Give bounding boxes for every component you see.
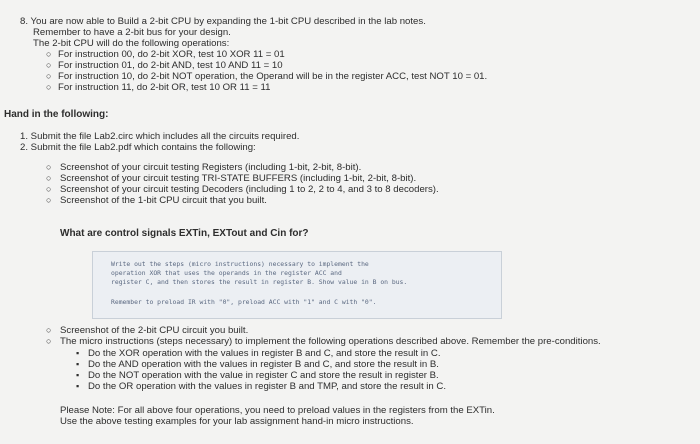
bullet-circle-icon: ○ bbox=[46, 82, 52, 92]
code-reminder: Remember to preload IR with "0", preload ACC with "1" and C with "0". bbox=[111, 298, 377, 306]
question-intro: The 2-bit CPU will do the following operations: bbox=[33, 38, 230, 49]
bullet-circle-icon: ○ bbox=[46, 336, 52, 346]
screenshot-item: Screenshot of your circuit testing Registers (including 1-bit, 2-bit, 8-bit). bbox=[60, 162, 362, 173]
code-line: operation XOR that uses the operands in the register ACC and bbox=[111, 269, 342, 277]
operation-item: For instruction 01, do 2-bit AND, test 10 AND 11 = 10 bbox=[58, 60, 283, 71]
bullet-circle-icon: ○ bbox=[46, 195, 52, 205]
screenshot-item: Screenshot of your circuit testing TRI-STATE BUFFERS (including 1-bit, 2-bit, 8-bit). bbox=[60, 173, 417, 184]
handin-item: 2. Submit the file Lab2.pdf which contains the following: bbox=[20, 142, 256, 153]
bullet-square-icon: ▪ bbox=[76, 348, 80, 358]
bullet-square-icon: ▪ bbox=[76, 370, 80, 380]
bullet-circle-icon: ○ bbox=[46, 60, 52, 70]
screenshot-item: Screenshot of your circuit testing Decoders (including 1 to 2, 2 to 4, and 3 to 8 decoders). bbox=[60, 184, 439, 195]
bullet-square-icon: ▪ bbox=[76, 359, 80, 369]
cpu-subitem: Do the NOT operation with the value in register C and store the result in register B. bbox=[88, 370, 439, 381]
handin-item: 1. Submit the file Lab2.circ which includes all the circuits required. bbox=[20, 131, 300, 142]
bullet-circle-icon: ○ bbox=[46, 173, 52, 183]
cpu-item: Screenshot of the 2-bit CPU circuit you built. bbox=[60, 325, 249, 336]
operation-item: For instruction 10, do 2-bit NOT operation, the Operand will be in the register ACC, test NOT 10 = 01. bbox=[58, 71, 488, 82]
bullet-circle-icon: ○ bbox=[46, 71, 52, 81]
handin-heading: Hand in the following: bbox=[4, 109, 109, 120]
bullet-circle-icon: ○ bbox=[46, 184, 52, 194]
cpu-subitem: Do the OR operation with the values in register B and TMP, and store the result in C. bbox=[88, 381, 446, 392]
bullet-square-icon: ▪ bbox=[76, 381, 80, 391]
testing-note: Use the above testing examples for your lab assignment hand-in micro instructions. bbox=[60, 416, 414, 427]
control-signals-question: What are control signals EXTin, EXTout and Cin for? bbox=[60, 228, 309, 239]
bullet-circle-icon: ○ bbox=[46, 162, 52, 172]
question-title: 8. You are now able to Build a 2-bit CPU by expanding the 1-bit CPU described in the lab notes. bbox=[20, 16, 426, 27]
code-line: register C, and then stores the result in register B. Show value in B on bus. bbox=[111, 278, 408, 286]
cpu-item: The micro instructions (steps necessary) to implement the following operations described above. Remember the pre-conditions. bbox=[60, 336, 601, 347]
cpu-subitem: Do the AND operation with the values in register B and C, and store the result in B. bbox=[88, 359, 439, 370]
operation-item: For instruction 00, do 2-bit XOR, test 10 XOR 11 = 01 bbox=[58, 49, 285, 60]
bullet-circle-icon: ○ bbox=[46, 49, 52, 59]
bullet-circle-icon: ○ bbox=[46, 325, 52, 335]
instruction-code-box bbox=[92, 251, 502, 319]
question-note: Remember to have a 2-bit bus for your design. bbox=[33, 27, 231, 38]
screenshot-item: Screenshot of the 1-bit CPU circuit that you built. bbox=[60, 195, 267, 206]
preload-note: Please Note: For all above four operations, you need to preload values in the registers from the EXTin. bbox=[60, 405, 495, 416]
operation-item: For instruction 11, do 2-bit OR, test 10 OR 11 = 11 bbox=[58, 82, 271, 93]
code-line: Write out the steps (micro instructions) necessary to implement the bbox=[111, 260, 369, 268]
cpu-subitem: Do the XOR operation with the values in register B and C, and store the result in C. bbox=[88, 348, 441, 359]
